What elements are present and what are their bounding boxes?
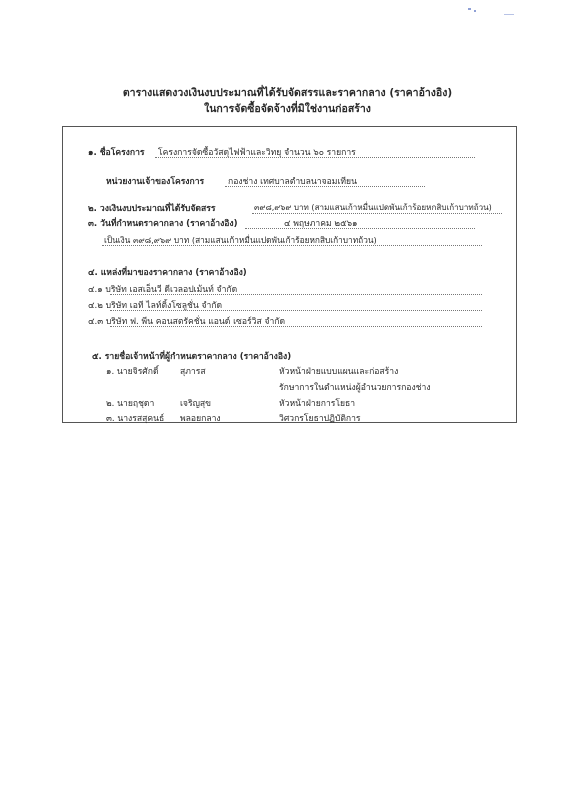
budget-value: ๓๙๘,๙๖๙ บาท (สามแสนเก้าหมื่นแปดพันเก้าร้อยหกสิบเก้าบาทถ้วน) [254,202,492,212]
official-position: หัวหน้าฝ่ายการโยธา [279,399,356,409]
page-subtitle: ในการจัดซื้อจัดจ้างที่มิใช่งานก่อสร้าง [204,103,371,115]
official-name: ๒. นายฤชุดา [106,399,155,409]
dotted-line [110,310,482,311]
official-name: ๓. นางรสสุคนธ์ [106,414,165,424]
price-source-label: ๔. แหล่งที่มาของราคากลาง (ราคาอ้างอิง) [88,268,247,278]
official-surname: เจริญสุข [180,399,212,409]
official-surname: พลอยกลาง [180,414,221,424]
official-surname: สุภารส [180,367,206,377]
project-name-value: โครงการจัดซื้อวัสดุไฟฟ้าและวิทยุ จำนวน ๖๐ รายการ [158,148,356,158]
scan-speck [474,10,476,12]
agency-value: กองช่าง เทศบาลตำบลนาจอมเทียน [228,177,357,187]
dotted-line [225,186,425,187]
official-position: รักษาการในตำแหน่งผู้อำนวยการกองช่าง [279,383,431,393]
dotted-line [110,294,482,295]
official-position: วิศวกรโยธาปฏิบัติการ [279,414,361,424]
dotted-line [102,245,482,246]
dotted-line [245,228,475,229]
dotted-line [110,326,482,327]
project-name-label: ๑. ชื่อโครงการ [88,148,145,158]
price-source-item: ๔.๒ บริษัท เอที ไลท์ติ้งโซลูชั่น จำกัด [88,301,223,311]
price-date-label: ๓. วันที่กำหนดราคากลาง (ราคาอ้างอิง) [88,219,238,229]
dotted-line [252,213,502,214]
page-title: ตารางแสดงวงเงินงบประมาณที่ได้รับจัดสรรและราคากลาง (ราคาอ้างอิง) [122,87,453,99]
dotted-line [155,157,475,158]
budget-label: ๒. วงเงินงบประมาณที่ได้รับจัดสรร [88,204,216,214]
price-amount-value: เป็นเงิน ๓๙๘,๙๖๙ บาท (สามแสนเก้าหมื่นแปดพันเก้าร้อยหกสิบเก้าบาทถ้วน) [104,235,377,245]
price-source-item: ๔.๓ บริษัท ฟ. พีน คอนสตรัคชั่น แอนด์ เซอร์วิส จำกัด [88,317,286,327]
official-name: ๑. นายจิรศักดิ์ [106,367,159,377]
official-position: หัวหน้าฝ่ายแบบแผนและก่อสร้าง [279,367,399,377]
agency-label: หน่วยงานเจ้าของโครงการ [106,177,205,187]
scan-speck [504,14,514,15]
price-source-item: ๔.๑ บริษัท เอสเอ็นวี ดีเวลอปเม้นท์ จำกัด [88,285,238,295]
officials-label: ๕. รายชื่อเจ้าหน้าที่ผู้กำหนดราคากลาง (ราคาอ้างอิง) [92,352,292,362]
scan-speck [468,8,471,10]
price-date-value: ๔ พฤษภาคม ๒๕๖๑ [284,219,358,229]
